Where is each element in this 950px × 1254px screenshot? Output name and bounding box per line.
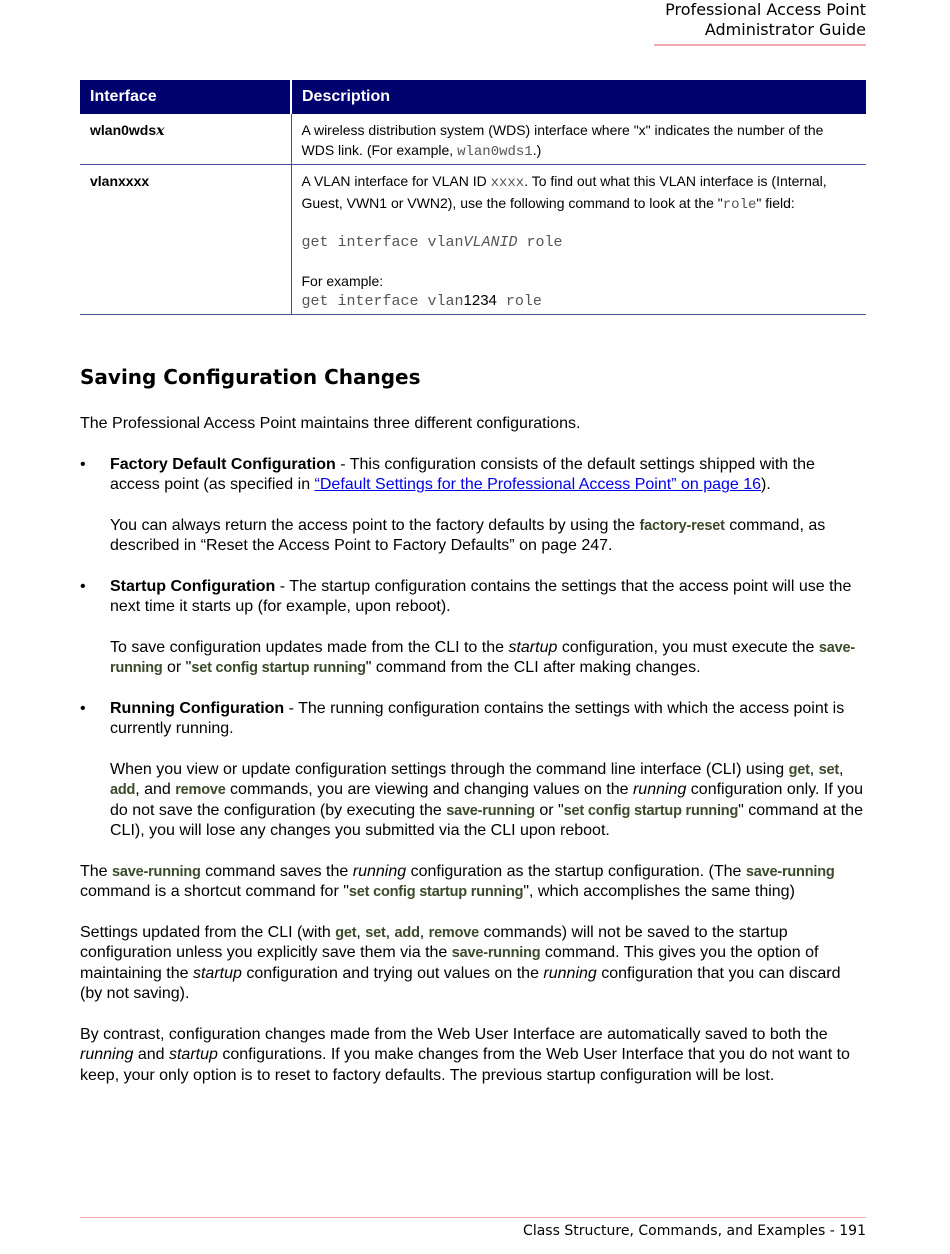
col-interface-header: Interface	[80, 80, 291, 114]
bullet-icon: •	[80, 699, 86, 717]
body-paragraph: The save-running command saves the running configuration as the startup configuration. (The save-running command is a shortcut command for "set config startup running", which accomplishes the same thing)	[80, 862, 835, 900]
interface-table	[80, 80, 866, 315]
interface-description: A wireless distribution system (WDS) interface where "x" indicates the number of the WDS link. (For example, wlan0wds1.)	[291, 114, 866, 165]
body-paragraph: By contrast, configuration changes made from the Web User Interface are automatically saved to both the running and startup configurations. If you make changes from the Web User Interface that you do not want to keep, your only option is to reset to factory defaults. The previous startup configuration will be lost.	[80, 1025, 850, 1084]
command-example: get interface vlan1234 role	[301, 292, 542, 310]
body-paragraph: Settings updated from the CLI (with get, set, add, remove commands) will not be saved to the startup configuration unless you explicitly save them via the save-running command. This gives you the option of maintaining the startup configuration and trying out values on the running configuration that you can discard (by not saving).	[80, 923, 841, 1002]
list-item: • Factory Default Configuration - This configuration consists of the default settings shipped with the access point (as specified in “Default Settings for the Professional Access Point” on page 16). You can always return the access point to the factory defaults by using the factory-reset command, as described in “Reset the Access Point to Factory Defaults” on page 247.	[80, 455, 826, 554]
page-footer: Class Structure, Commands, and Examples - 191	[523, 1223, 866, 1239]
header-subtitle: Administrator Guide	[704, 20, 866, 39]
footer-rule	[80, 1217, 866, 1218]
example-label: For example:	[301, 273, 384, 289]
table-header-row	[80, 80, 866, 114]
list-item: • Startup Configuration - The startup configuration contains the settings that the access point will use the next time it starts up (for example, upon reboot). To save configuration updates made from the CLI to the startup configuration, you must execute the save-running or "set config startup running" command from the CLI after making changes.	[80, 577, 855, 676]
command-example: get interface vlanVLANID role	[301, 234, 563, 251]
default-settings-link[interactable]: “Default Settings for the Professional Access Point” on page 16	[314, 476, 762, 493]
interface-name: vlanxxxx	[80, 165, 291, 315]
interface-name: wlan0wdsx	[80, 114, 291, 165]
interface-var: x	[156, 123, 165, 139]
interface-description: A VLAN interface for VLAN ID xxxx. To find out what this VLAN interface is (Internal, Guest, VWN1 or VWN2), use the following command to look at the "role" field: get interface vlanVLANID role For example: get interface vlan1234 role	[291, 165, 866, 315]
table-row	[80, 165, 866, 315]
section-title: Saving Configuration Changes	[80, 365, 421, 389]
header-rule	[654, 44, 866, 46]
list-item: • Running Configuration - The running configuration contains the settings with which the access point is currently running. When you view or update configuration settings through the command line interface (CLI) using get, set, add, and remove commands, you are viewing and changing values on the running configuration only. If you do not save the configuration (by executing the save-running or "set config startup running" command at the CLI), you will lose any changes you submitted via the CLI upon reboot.	[80, 699, 864, 839]
page-header	[665, 0, 866, 40]
example-mono: wlan0wds1	[457, 144, 533, 160]
table-row	[80, 114, 866, 165]
bullet-icon: •	[80, 455, 86, 473]
header-title: Professional Access Point	[665, 0, 866, 19]
bullet-icon: •	[80, 577, 86, 595]
intro-paragraph: The Professional Access Point maintains three different configurations.	[80, 415, 581, 432]
col-description-header: Description	[291, 80, 866, 114]
main-content	[80, 364, 866, 1106]
